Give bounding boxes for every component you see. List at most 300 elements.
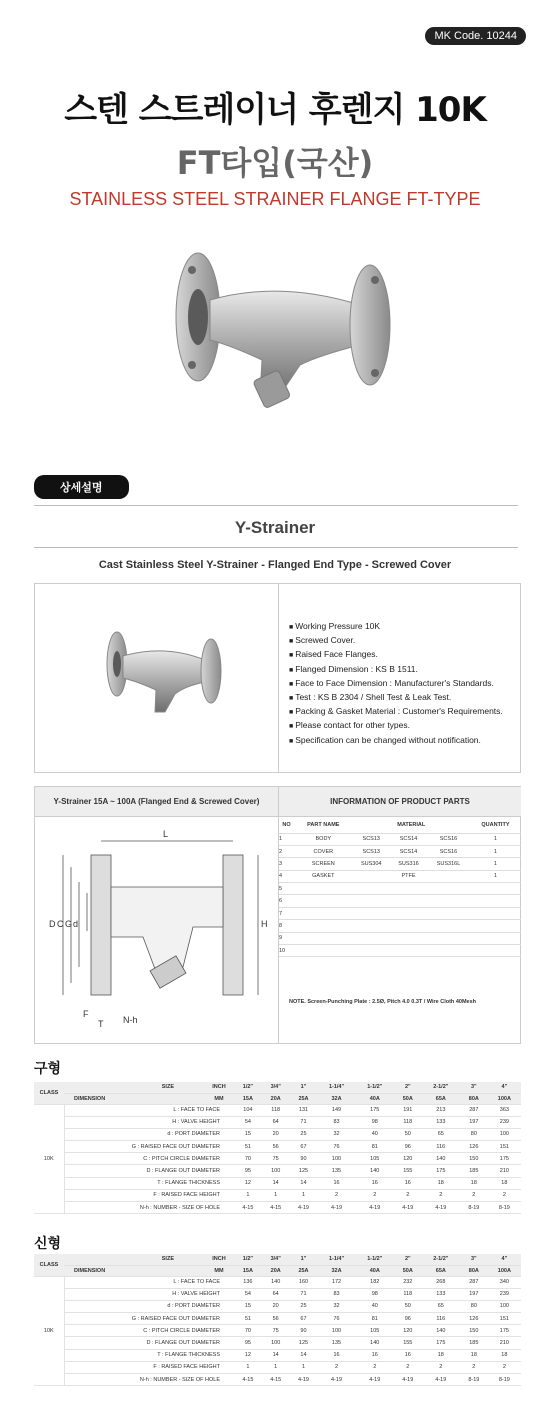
- dimension-value: 76: [317, 1313, 355, 1325]
- dimension-value: 150: [460, 1153, 488, 1165]
- class-header: CLASS: [34, 1082, 64, 1104]
- parts-cell: [427, 907, 470, 919]
- dimension-value: 210: [488, 1337, 521, 1349]
- mm-header: MM: [204, 1093, 234, 1104]
- class-header: CLASS: [34, 1254, 64, 1276]
- dimension-value: 64: [262, 1116, 290, 1128]
- dimension-value: 133: [422, 1288, 460, 1300]
- dimension-value: 116: [422, 1141, 460, 1153]
- dimension-header: DIMENSION: [64, 1093, 204, 1104]
- divider: [34, 547, 518, 548]
- dimension-value: 2: [356, 1189, 394, 1201]
- spec-item: ■ Raised Face Flanges.: [289, 648, 503, 662]
- dimension-value: 25: [290, 1300, 318, 1312]
- spec-box: [34, 583, 521, 773]
- dimension-name: D : FLANGE OUT DIAMETER: [64, 1337, 234, 1349]
- dimension-value: 16: [356, 1177, 394, 1189]
- parts-cell: [427, 870, 470, 882]
- table-row: [34, 1276, 521, 1288]
- dimension-value: 18: [488, 1349, 521, 1361]
- table-label-new: 신형: [34, 1236, 62, 1252]
- dimension-value: 14: [290, 1349, 318, 1361]
- mm-header: MM: [204, 1265, 234, 1276]
- parts-cell: PTFE: [390, 870, 427, 882]
- dimension-value: 155: [394, 1337, 422, 1349]
- spec-list: [289, 620, 503, 748]
- dim-label-H: H: [261, 919, 268, 929]
- dimension-value: 197: [460, 1116, 488, 1128]
- parts-row: [279, 858, 521, 870]
- dimension-value: 65: [422, 1300, 460, 1312]
- size-header: SIZE: [64, 1082, 204, 1093]
- spec-item: ■ Face to Face Dimension : Manufacturer's Standards.: [289, 677, 503, 691]
- box-divider: [278, 584, 279, 772]
- dimension-value: 98: [356, 1116, 394, 1128]
- table-row: [34, 1104, 521, 1116]
- parts-cell: 1: [470, 858, 521, 870]
- dimension-value: 135: [317, 1337, 355, 1349]
- dimension-value: 18: [422, 1177, 460, 1189]
- drawing-title: Y-Strainer 15A ~ 100A (Flanged End & Screwed Cover): [35, 787, 278, 817]
- mk-code-badge: MK Code. 10244: [425, 27, 526, 45]
- dimension-table-old: [34, 1082, 521, 1214]
- mm-cell: 40A: [356, 1093, 394, 1104]
- dimension-value: 100: [262, 1337, 290, 1349]
- dimension-value: 131: [290, 1104, 318, 1116]
- parts-cell: [427, 932, 470, 944]
- parts-table: [279, 817, 521, 957]
- technical-drawing: [43, 827, 271, 1037]
- parts-cell: [294, 945, 353, 957]
- dimension-value: 2: [317, 1189, 355, 1201]
- dimension-value: 197: [460, 1288, 488, 1300]
- mm-cell: 50A: [394, 1265, 422, 1276]
- dimension-value: 118: [394, 1116, 422, 1128]
- dimension-value: 4-15: [262, 1202, 290, 1214]
- dimension-value: 136: [234, 1276, 262, 1288]
- dimension-value: 160: [290, 1276, 318, 1288]
- table-row: [34, 1128, 521, 1140]
- class-cell: 10K: [34, 1104, 64, 1214]
- dimension-value: 175: [488, 1153, 521, 1165]
- dimension-name: G : RAISED FACE OUT DIAMETER: [64, 1313, 234, 1325]
- dimension-value: 185: [460, 1165, 488, 1177]
- parts-cell: SCS16: [427, 833, 470, 845]
- mm-cell: 80A: [460, 1093, 488, 1104]
- dimension-value: 56: [262, 1141, 290, 1153]
- dimension-name: C : PITCH CIRCLE DIAMETER: [64, 1153, 234, 1165]
- dimension-value: 2: [317, 1361, 355, 1373]
- dimension-value: 2: [394, 1361, 422, 1373]
- dimension-value: 4-19: [356, 1202, 394, 1214]
- parts-cell: [353, 932, 390, 944]
- parts-cell: SUS316L: [427, 858, 470, 870]
- mm-cell: 15A: [234, 1265, 262, 1276]
- table-row: [34, 1300, 521, 1312]
- inch-cell: 3": [460, 1254, 488, 1265]
- parts-cell: 1: [470, 833, 521, 845]
- dimension-value: 70: [234, 1153, 262, 1165]
- dimension-value: 118: [394, 1288, 422, 1300]
- dim-label-D: D: [49, 919, 56, 929]
- dimension-value: 12: [234, 1177, 262, 1189]
- dimension-value: 18: [488, 1177, 521, 1189]
- inch-cell: 4": [488, 1254, 521, 1265]
- parts-cell: [294, 907, 353, 919]
- parts-cell: GASKET: [294, 870, 353, 882]
- dimension-value: 20: [262, 1300, 290, 1312]
- parts-row: [279, 895, 521, 907]
- inch-cell: 1-1/2": [356, 1082, 394, 1093]
- dimension-value: 83: [317, 1288, 355, 1300]
- dimension-header: DIMENSION: [64, 1265, 204, 1276]
- dimension-value: 16: [356, 1349, 394, 1361]
- parts-cell: [427, 920, 470, 932]
- dimension-value: 71: [290, 1288, 318, 1300]
- dimension-value: 140: [422, 1153, 460, 1165]
- parts-cell: [353, 870, 390, 882]
- dim-label-d: d: [73, 919, 79, 929]
- spec-item: ■ Working Pressure 10K: [289, 620, 503, 634]
- dimension-value: 4-19: [290, 1374, 318, 1386]
- parts-cell: [353, 920, 390, 932]
- parts-cell: 4: [279, 870, 294, 882]
- dimension-value: 4-19: [422, 1202, 460, 1214]
- dimension-value: 120: [394, 1153, 422, 1165]
- dimension-value: 191: [394, 1104, 422, 1116]
- table-row: [34, 1325, 521, 1337]
- parts-cell: [390, 945, 427, 957]
- dimension-value: 15: [234, 1128, 262, 1140]
- dimension-value: 98: [356, 1288, 394, 1300]
- dimension-value: 140: [356, 1337, 394, 1349]
- parts-cell: [390, 907, 427, 919]
- dimension-value: 2: [356, 1361, 394, 1373]
- dimension-value: 8-19: [460, 1202, 488, 1214]
- parts-cell: [390, 883, 427, 895]
- parts-cell: SCS16: [427, 845, 470, 857]
- table-row: [34, 1202, 521, 1214]
- class-cell: 10K: [34, 1276, 64, 1386]
- dimension-name: N-h : NUMBER - SIZE OF HOLE: [64, 1374, 234, 1386]
- mm-cell: 20A: [262, 1265, 290, 1276]
- inch-header: INCH: [204, 1254, 234, 1265]
- inch-cell: 2": [394, 1254, 422, 1265]
- mm-cell: 25A: [290, 1265, 318, 1276]
- parts-cell: 3: [279, 858, 294, 870]
- dimension-value: 95: [234, 1337, 262, 1349]
- inch-cell: 2-1/2": [422, 1254, 460, 1265]
- table-row: [34, 1165, 521, 1177]
- drawing-parts-box: [34, 786, 521, 1044]
- dimension-value: 4-19: [317, 1374, 355, 1386]
- parts-note: NOTE. Screen-Punching Plate : 2.5Ø, Pitch 4.0 0.3T / Wire Cloth 40Mesh: [289, 999, 476, 1005]
- mm-cell: 40A: [356, 1265, 394, 1276]
- mm-cell: 100A: [488, 1093, 521, 1104]
- inch-cell: 4": [488, 1082, 521, 1093]
- parts-title: INFORMATION OF PRODUCT PARTS: [278, 787, 521, 817]
- table-header-row: [34, 1082, 521, 1093]
- dimension-value: 172: [317, 1276, 355, 1288]
- dimension-name: H : VALVE HEIGHT: [64, 1116, 234, 1128]
- inch-cell: 1": [290, 1254, 318, 1265]
- spec-item: ■ Flanged Dimension : KS B 1511.: [289, 663, 503, 677]
- dimension-value: 90: [290, 1153, 318, 1165]
- dimension-value: 1: [290, 1361, 318, 1373]
- dimension-name: L : FACE TO FACE: [64, 1104, 234, 1116]
- dimension-value: 2: [422, 1189, 460, 1201]
- table-header-row: [34, 1093, 521, 1104]
- parts-cell: SCS14: [390, 845, 427, 857]
- dimension-value: 150: [460, 1325, 488, 1337]
- dimension-value: 185: [460, 1337, 488, 1349]
- parts-cell: [390, 920, 427, 932]
- table-row: [34, 1141, 521, 1153]
- inch-cell: 2-1/2": [422, 1082, 460, 1093]
- product-image: [170, 245, 400, 415]
- parts-row: [279, 920, 521, 932]
- dimension-value: 175: [488, 1325, 521, 1337]
- dimension-value: 100: [317, 1153, 355, 1165]
- dimension-value: 239: [488, 1116, 521, 1128]
- parts-cell: 1: [470, 870, 521, 882]
- parts-cell: [294, 920, 353, 932]
- parts-cell: [390, 932, 427, 944]
- parts-cell: SCS13: [353, 833, 390, 845]
- dimension-value: 100: [262, 1165, 290, 1177]
- dimension-name: H : VALVE HEIGHT: [64, 1288, 234, 1300]
- dimension-value: 14: [290, 1177, 318, 1189]
- dimension-name: T : FLANGE THICKNESS: [64, 1349, 234, 1361]
- dimension-value: 40: [356, 1300, 394, 1312]
- inch-cell: 1": [290, 1082, 318, 1093]
- inch-cell: 1-1/4": [317, 1254, 355, 1265]
- product-english-title: STAINLESS STEEL STRAINER FLANGE FT-TYPE: [69, 189, 481, 209]
- dimension-value: 64: [262, 1288, 290, 1300]
- dimension-value: 100: [488, 1300, 521, 1312]
- mm-cell: 32A: [317, 1265, 355, 1276]
- dimension-value: 67: [290, 1313, 318, 1325]
- dimension-value: 50: [394, 1300, 422, 1312]
- parts-cell: BODY: [294, 833, 353, 845]
- dimension-value: 18: [460, 1177, 488, 1189]
- mm-cell: 20A: [262, 1093, 290, 1104]
- dimension-value: 25: [290, 1128, 318, 1140]
- dimension-name: d : PORT DIAMETER: [64, 1300, 234, 1312]
- dimension-value: 100: [488, 1128, 521, 1140]
- dimension-value: 81: [356, 1141, 394, 1153]
- dimension-value: 16: [394, 1349, 422, 1361]
- dim-label-T: T: [98, 1019, 104, 1029]
- dimension-value: 4-15: [234, 1202, 262, 1214]
- dimension-value: 16: [394, 1177, 422, 1189]
- inch-cell: 1/2": [234, 1254, 262, 1265]
- section-subtitle: Cast Stainless Steel Y-Strainer - Flanged End Type - Screwed Cover: [98, 559, 452, 571]
- dimension-value: 4-15: [262, 1374, 290, 1386]
- dimension-value: 32: [317, 1300, 355, 1312]
- parts-cell: [470, 907, 521, 919]
- parts-cell: [353, 883, 390, 895]
- dimension-value: 140: [262, 1276, 290, 1288]
- parts-cell: [470, 883, 521, 895]
- dimension-value: 2: [488, 1361, 521, 1373]
- dimension-value: 135: [317, 1165, 355, 1177]
- dimension-value: 133: [422, 1116, 460, 1128]
- mm-cell: 25A: [290, 1093, 318, 1104]
- parts-header-no: NO: [279, 817, 294, 833]
- dimension-value: 125: [290, 1165, 318, 1177]
- dimension-value: 4-19: [317, 1202, 355, 1214]
- dimension-value: 67: [290, 1141, 318, 1153]
- inch-cell: 3": [460, 1082, 488, 1093]
- dimension-value: 2: [422, 1361, 460, 1373]
- dimension-value: 96: [394, 1141, 422, 1153]
- parts-header-qty: QUANTITY: [470, 817, 521, 833]
- parts-cell: SUS316: [390, 858, 427, 870]
- table-row: [34, 1177, 521, 1189]
- table-row: [34, 1361, 521, 1373]
- dimension-value: 2: [460, 1189, 488, 1201]
- dimension-value: 90: [290, 1325, 318, 1337]
- dimension-value: 71: [290, 1116, 318, 1128]
- dimension-value: 239: [488, 1288, 521, 1300]
- spec-item: ■ Specification can be changed without notification.: [289, 734, 503, 748]
- parts-row: [279, 883, 521, 895]
- dimension-value: 18: [422, 1349, 460, 1361]
- dimension-value: 16: [317, 1349, 355, 1361]
- dimension-value: 14: [262, 1349, 290, 1361]
- parts-cell: [427, 895, 470, 907]
- dimension-value: 2: [394, 1189, 422, 1201]
- parts-cell: [470, 932, 521, 944]
- parts-cell: 1: [279, 833, 294, 845]
- inch-header: INCH: [204, 1082, 234, 1093]
- section-title: Y-Strainer: [234, 518, 316, 537]
- dimension-value: 81: [356, 1313, 394, 1325]
- dimension-value: 1: [262, 1361, 290, 1373]
- dim-label-F: F: [83, 1009, 89, 1019]
- inch-cell: 1/2": [234, 1082, 262, 1093]
- dimension-value: 140: [356, 1165, 394, 1177]
- table-label-old: 구형: [34, 1061, 62, 1077]
- dimension-value: 1: [290, 1189, 318, 1201]
- inch-cell: 2": [394, 1082, 422, 1093]
- mm-cell: 50A: [394, 1093, 422, 1104]
- dimension-value: 80: [460, 1128, 488, 1140]
- dimension-name: F : RAISED FACE HEIGHT: [64, 1189, 234, 1201]
- parts-cell: 10: [279, 945, 294, 957]
- parts-cell: [390, 895, 427, 907]
- dimension-value: 151: [488, 1141, 521, 1153]
- dimension-value: 182: [356, 1276, 394, 1288]
- product-thumbnail: [105, 624, 225, 724]
- dimension-value: 4-15: [234, 1374, 262, 1386]
- dimension-value: 151: [488, 1313, 521, 1325]
- table-header-row: [34, 1254, 521, 1265]
- table-row: [34, 1288, 521, 1300]
- table-row: [34, 1116, 521, 1128]
- mm-cell: 80A: [460, 1265, 488, 1276]
- dimension-value: 126: [460, 1313, 488, 1325]
- parts-cell: 9: [279, 932, 294, 944]
- dimension-value: 210: [488, 1165, 521, 1177]
- inch-cell: 3/4": [262, 1254, 290, 1265]
- dimension-value: 51: [234, 1313, 262, 1325]
- dimension-value: 100: [317, 1325, 355, 1337]
- spec-item: ■ Test : KS B 2304 / Shell Test & Leak Test.: [289, 691, 503, 705]
- parts-cell: [294, 895, 353, 907]
- parts-cell: [470, 945, 521, 957]
- dim-label-Nh: N-h: [123, 1015, 138, 1025]
- parts-row: [279, 907, 521, 919]
- dimension-value: 32: [317, 1128, 355, 1140]
- parts-cell: [294, 932, 353, 944]
- dimension-value: 4-19: [290, 1202, 318, 1214]
- spec-item: ■ Screwed Cover.: [289, 634, 503, 648]
- dimension-value: 18: [460, 1349, 488, 1361]
- parts-cell: 8: [279, 920, 294, 932]
- dimension-value: 340: [488, 1276, 521, 1288]
- table-row: [34, 1189, 521, 1201]
- parts-row: [279, 833, 521, 845]
- parts-cell: SCS13: [353, 845, 390, 857]
- dimension-value: 8-19: [488, 1374, 521, 1386]
- dimension-value: 4-19: [356, 1374, 394, 1386]
- parts-cell: 7: [279, 907, 294, 919]
- parts-cell: [427, 883, 470, 895]
- dimension-value: 12: [234, 1349, 262, 1361]
- inch-cell: 1-1/4": [317, 1082, 355, 1093]
- dimension-value: 8-19: [460, 1374, 488, 1386]
- dimension-value: 4-19: [394, 1374, 422, 1386]
- spec-item: ■ Please contact for other types.: [289, 719, 503, 733]
- dimension-value: 175: [356, 1104, 394, 1116]
- parts-cell: 5: [279, 883, 294, 895]
- dimension-value: 155: [394, 1165, 422, 1177]
- table-row: [34, 1349, 521, 1361]
- dimension-value: 75: [262, 1153, 290, 1165]
- parts-row: [279, 870, 521, 882]
- parts-cell: [353, 907, 390, 919]
- dimension-value: 4-19: [394, 1202, 422, 1214]
- dimension-value: 120: [394, 1325, 422, 1337]
- mm-cell: 32A: [317, 1093, 355, 1104]
- dimension-name: F : RAISED FACE HEIGHT: [64, 1361, 234, 1373]
- dimension-value: 104: [234, 1104, 262, 1116]
- parts-cell: SCREEN: [294, 858, 353, 870]
- parts-cell: SUS304: [353, 858, 390, 870]
- dimension-value: 175: [422, 1165, 460, 1177]
- dimension-value: 14: [262, 1177, 290, 1189]
- dimension-value: 51: [234, 1141, 262, 1153]
- dimension-name: d : PORT DIAMETER: [64, 1128, 234, 1140]
- dimension-value: 126: [460, 1141, 488, 1153]
- parts-cell: COVER: [294, 845, 353, 857]
- dimension-name: N-h : NUMBER - SIZE OF HOLE: [64, 1202, 234, 1214]
- parts-cell: SCS14: [390, 833, 427, 845]
- detail-badge: 상세설명: [34, 475, 129, 499]
- dimension-value: 1: [234, 1361, 262, 1373]
- dimension-value: 40: [356, 1128, 394, 1140]
- inch-cell: 3/4": [262, 1082, 290, 1093]
- table-header-row: [34, 1265, 521, 1276]
- dimension-value: 363: [488, 1104, 521, 1116]
- product-subtitle: FT타입(국산): [176, 144, 374, 182]
- dimension-value: 2: [488, 1189, 521, 1201]
- parts-cell: 6: [279, 895, 294, 907]
- dimension-value: 54: [234, 1116, 262, 1128]
- parts-cell: [353, 895, 390, 907]
